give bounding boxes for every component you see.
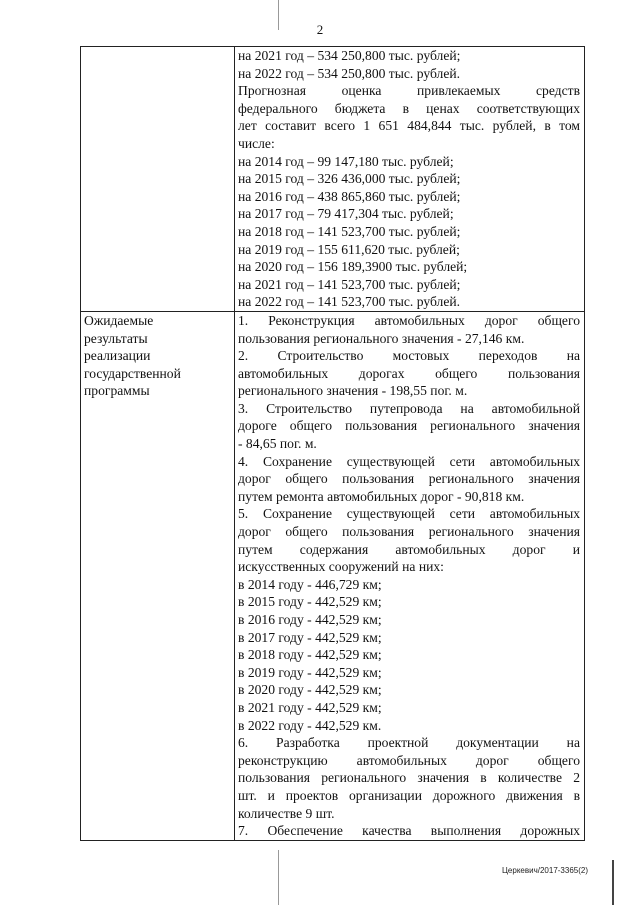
row1-left-cell bbox=[81, 47, 235, 312]
result-item-line: 7. Обеспечение качества выполнения дорожных bbox=[238, 823, 580, 839]
maintenance-year-line: в 2017 году - 442,529 км; bbox=[238, 629, 382, 645]
program-table bbox=[80, 46, 585, 841]
row1-right-cell bbox=[235, 47, 585, 312]
funding-year-line: на 2020 год – 156 189,3900 тыс. рублей; bbox=[238, 259, 468, 275]
scan-artifact-line bbox=[612, 860, 614, 905]
result-item-line: пользования регионального значения в количестве 2 bbox=[238, 770, 580, 786]
scan-artifact-line bbox=[278, 850, 279, 905]
result-item-line: искусственных сооружений на них: bbox=[238, 559, 444, 575]
maintenance-year-line: в 2020 году - 442,529 км; bbox=[238, 682, 382, 698]
result-item-line: дороге общего пользования регионального значения bbox=[238, 418, 580, 434]
maintenance-year-line: в 2016 году - 442,529 км; bbox=[238, 612, 382, 627]
row-heading-line: программы bbox=[84, 383, 150, 399]
forecast-text-line: лет составит всего 1 651 484,844 тыс. рублей, в том bbox=[238, 118, 580, 134]
result-item-line: 3. Строительство путепровода на автомобильной bbox=[238, 400, 580, 416]
funding-year-line: на 2019 год – 155 611,620 тыс. рублей; bbox=[238, 241, 460, 257]
footer-document-code: Церкевич/2017-3365(2) bbox=[502, 866, 588, 875]
funding-year-line: на 2021 год – 141 523,700 тыс. рублей; bbox=[238, 276, 461, 292]
result-item-line: 1. Реконструкция автомобильных дорог общего bbox=[238, 312, 580, 328]
funding-year-line: на 2016 год – 438 865,860 тыс. рублей; bbox=[238, 188, 461, 204]
table-row bbox=[81, 47, 585, 312]
maintenance-year-line: в 2021 году - 442,529 км; bbox=[238, 699, 382, 715]
table-row bbox=[81, 311, 585, 840]
result-item-line: - 84,65 пог. м. bbox=[238, 436, 317, 452]
row-heading-line: результаты bbox=[84, 330, 148, 346]
scan-artifact-line bbox=[278, 0, 279, 30]
maintenance-year-line: в 2022 году - 442,529 км. bbox=[238, 717, 382, 733]
forecast-text-line: числе: bbox=[238, 135, 275, 151]
result-item-line: 4. Сохранение существующей сети автомобильных bbox=[238, 453, 580, 469]
result-item-line: дорог общего пользования регионального значения bbox=[238, 471, 580, 487]
funding-line: на 2021 год – 534 250,800 тыс. рублей; bbox=[238, 48, 461, 63]
result-item-line: дорог общего пользования регионального значения bbox=[238, 524, 580, 540]
result-item-line: 6. Разработка проектной документации на bbox=[238, 735, 580, 751]
result-item-line: регионального значения - 198,55 пог. м. bbox=[238, 383, 468, 399]
result-item-line: путем содержания автомобильных дорог и bbox=[238, 541, 580, 557]
row-heading-line: Ожидаемые bbox=[84, 312, 154, 328]
maintenance-year-line: в 2015 году - 442,529 км; bbox=[238, 594, 382, 610]
funding-year-line: на 2018 год – 141 523,700 тыс. рублей; bbox=[238, 223, 461, 239]
row2-right-cell bbox=[235, 311, 585, 840]
result-item-line: количестве 9 шт. bbox=[238, 805, 335, 821]
page-number: 2 bbox=[316, 22, 324, 37]
funding-year-line: на 2022 год – 141 523,700 тыс. рублей. bbox=[238, 294, 461, 310]
result-item-line: реконструкцию автомобильных дорог общего bbox=[238, 752, 580, 768]
result-item-line: пользования регионального значения - 27,146 км. bbox=[238, 330, 525, 346]
maintenance-year-line: в 2014 году - 446,729 км; bbox=[238, 576, 382, 592]
result-item-line: автомобильных дорогах общего пользования bbox=[238, 365, 580, 381]
result-item-line: путем ремонта автомобильных дорог - 90,818 км. bbox=[238, 488, 525, 504]
row-heading-line: реализации bbox=[84, 348, 151, 364]
result-item-line: шт. и проектов организации дорожного движения в bbox=[238, 787, 580, 803]
result-item-line: 2. Строительство мостовых переходов на bbox=[238, 348, 580, 364]
funding-year-line: на 2014 год – 99 147,180 тыс. рублей; bbox=[238, 153, 454, 169]
result-item-line: 5. Сохранение существующей сети автомобильных bbox=[238, 506, 580, 522]
maintenance-year-line: в 2019 году - 442,529 км; bbox=[238, 664, 382, 680]
funding-year-line: на 2015 год – 326 436,000 тыс. рублей; bbox=[238, 171, 461, 187]
forecast-text-line: Прогнозная оценка привлекаемых средств bbox=[238, 83, 580, 99]
row2-left-cell bbox=[81, 311, 235, 840]
maintenance-year-line: в 2018 году - 442,529 км; bbox=[238, 647, 382, 663]
funding-line: на 2022 год – 534 250,800 тыс. рублей. bbox=[238, 65, 461, 81]
funding-year-line: на 2017 год – 79 417,304 тыс. рублей; bbox=[238, 206, 454, 222]
row-heading-line: государственной bbox=[84, 365, 181, 381]
forecast-text-line: федерального бюджета в ценах соответствующих bbox=[238, 100, 580, 116]
